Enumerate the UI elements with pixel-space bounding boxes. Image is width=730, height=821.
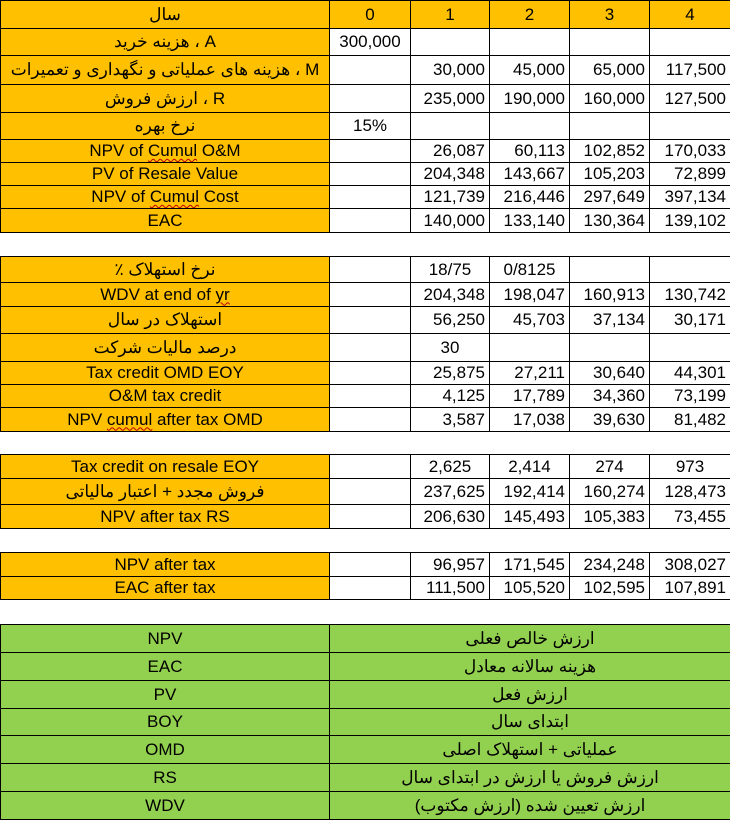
cell-value: 107,891: [650, 577, 730, 600]
table-row: [1, 479, 730, 505]
cell-value: 30,640: [570, 362, 650, 385]
cell-value: 235,000: [411, 85, 490, 113]
row-label-word: Cumul: [148, 141, 198, 160]
cell-value: [330, 283, 411, 307]
table-row: [1, 257, 730, 283]
glossary-abbr: OMD: [1, 736, 330, 764]
cell-value: 297,649: [570, 186, 650, 209]
table-row: [1, 209, 730, 233]
table-row: [1, 505, 730, 529]
cell-value: [330, 334, 411, 362]
cell-value: [330, 85, 411, 113]
cell-value: [650, 334, 730, 362]
cell-value: 2,625: [411, 455, 490, 479]
table-row: [1, 113, 730, 140]
glossary-abbr: EAC: [1, 653, 330, 681]
cell-value: [650, 29, 730, 56]
cell-value: [330, 209, 411, 233]
cell-value: [330, 56, 411, 85]
cell-value: 234,248: [570, 553, 650, 577]
cell-value: 117,500: [650, 56, 730, 85]
cell-value: 0/8125: [490, 257, 570, 283]
cell-value: 2,414: [490, 455, 570, 479]
cell-value: 140,000: [411, 209, 490, 233]
blank-row: [1, 529, 730, 553]
cell-value: 204,348: [411, 163, 490, 186]
glossary-meaning: ارزش تعیین شده (ارزش مکتوب): [330, 792, 730, 820]
cell-value: 45,703: [490, 307, 570, 334]
table-row: [1, 163, 730, 186]
glossary-row: [1, 792, 730, 820]
glossary-meaning: عملیاتی + استهلاک اصلی: [330, 736, 730, 764]
row-label-word: yr: [215, 284, 230, 304]
cell-value: 39,630: [570, 408, 650, 432]
cell-value: 102,595: [570, 577, 650, 600]
cell-value: 397,134: [650, 186, 730, 209]
cell-value: [570, 334, 650, 362]
table-row: [1, 385, 730, 408]
header-year-3: 3: [570, 1, 650, 29]
cell-value: 26,087: [411, 140, 490, 163]
cell-value: 111,500: [411, 577, 490, 600]
cell-value: 73,455: [650, 505, 730, 529]
row-label: NPV of Cumul Cost: [1, 186, 330, 209]
cell-value: 30,000: [411, 56, 490, 85]
glossary-abbr: BOY: [1, 709, 330, 736]
cell-value: 300,000: [330, 29, 411, 56]
cell-value: 170,033: [650, 140, 730, 163]
cell-value: 30,171: [650, 307, 730, 334]
table-row: [1, 362, 730, 385]
cell-value: [490, 29, 570, 56]
row-label: NPV of Cumul O&M: [1, 140, 330, 163]
table-row: [1, 334, 730, 362]
cell-value: [570, 113, 650, 140]
header-year-4: 4: [650, 1, 730, 29]
glossary-meaning: هزینه سالانه معادل: [330, 653, 730, 681]
glossary-abbr: NPV: [1, 625, 330, 653]
cell-value: 973: [650, 455, 730, 479]
glossary-abbr: WDV: [1, 792, 330, 820]
cell-value: 45,000: [490, 56, 570, 85]
cell-value: [411, 29, 490, 56]
table-row: [1, 283, 730, 307]
row-label: فروش مجدد + اعتبار مالیاتی: [1, 479, 330, 505]
cell-value: [330, 257, 411, 283]
cell-value: 4,125: [411, 385, 490, 408]
cell-value: [330, 479, 411, 505]
cell-value: 105,203: [570, 163, 650, 186]
glossary-meaning: ارزش خالص فعلی: [330, 625, 730, 653]
cell-value: 160,913: [570, 283, 650, 307]
row-label: هزینه خرید ، A: [1, 29, 330, 56]
cell-value: 308,027: [650, 553, 730, 577]
cell-value: 127,500: [650, 85, 730, 113]
cell-value: [650, 257, 730, 283]
cell-value: 34,360: [570, 385, 650, 408]
cell-value: 121,739: [411, 186, 490, 209]
cell-value: 192,414: [490, 479, 570, 505]
glossary-abbr: PV: [1, 681, 330, 709]
cell-value: [490, 113, 570, 140]
row-label: EAC after tax: [1, 577, 330, 600]
cell-value: 128,473: [650, 479, 730, 505]
cell-value: 160,000: [570, 85, 650, 113]
cell-value: 160,274: [570, 479, 650, 505]
cell-value: [411, 113, 490, 140]
cell-value: 198,047: [490, 283, 570, 307]
cell-value: [570, 29, 650, 56]
glossary-row: [1, 736, 730, 764]
cell-value: [330, 553, 411, 577]
row-label: EAC: [1, 209, 330, 233]
cell-value: 37,134: [570, 307, 650, 334]
row-label: ارزش فروش ، R: [1, 85, 330, 113]
cell-value: [570, 257, 650, 283]
row-label: Tax credit on resale EOY: [1, 455, 330, 479]
cell-value: 274: [570, 455, 650, 479]
cell-value: 18/75: [411, 257, 490, 283]
table-row: [1, 553, 730, 577]
glossary-meaning: ابتدای سال: [330, 709, 730, 736]
table-row: [1, 85, 730, 113]
cell-value: 206,630: [411, 505, 490, 529]
glossary-meaning: ارزش فروش یا ارزش در ابتدای سال: [330, 764, 730, 792]
cell-value: 17,789: [490, 385, 570, 408]
cell-value: [330, 362, 411, 385]
header-year-2: 2: [490, 1, 570, 29]
row-label-word: cumul: [106, 409, 153, 429]
table-row: [1, 577, 730, 600]
cell-value: 190,000: [490, 85, 570, 113]
cell-value: [330, 307, 411, 334]
blank-row: [1, 432, 730, 455]
cell-value: 130,364: [570, 209, 650, 233]
blank-row: [1, 600, 730, 625]
cell-value: [490, 334, 570, 362]
cell-value: [330, 163, 411, 186]
cell-value: 130,742: [650, 283, 730, 307]
cell-value: 60,113: [490, 140, 570, 163]
glossary-row: [1, 653, 730, 681]
cell-value: 139,102: [650, 209, 730, 233]
cell-value: 73,199: [650, 385, 730, 408]
glossary-row: [1, 625, 730, 653]
cell-value: 44,301: [650, 362, 730, 385]
row-label: هزینه های عملیاتی و نگهداری و تعمیرات ، M: [1, 56, 330, 85]
row-label: Tax credit OMD EOY: [1, 362, 330, 385]
cell-value: 204,348: [411, 283, 490, 307]
cell-value: 133,140: [490, 209, 570, 233]
row-label: NPV after tax: [1, 553, 330, 577]
table-row: [1, 56, 730, 85]
glossary-meaning: ارزش فعل: [330, 681, 730, 709]
cell-value: [330, 186, 411, 209]
glossary-row: [1, 681, 730, 709]
cell-value: 3,587: [411, 408, 490, 432]
row-label: NPV after tax RS: [1, 505, 330, 529]
cell-value: 72,899: [650, 163, 730, 186]
blank-row: [1, 233, 730, 257]
cell-value: 25,875: [411, 362, 490, 385]
header-year-0: 0: [330, 1, 411, 29]
glossary-row: [1, 709, 730, 736]
row-label: نرخ بهره: [1, 113, 330, 140]
table-row: [1, 455, 730, 479]
cell-value: 17,038: [490, 408, 570, 432]
cell-value: 105,520: [490, 577, 570, 600]
row-label: O&M tax credit: [1, 385, 330, 408]
cell-value: 81,482: [650, 408, 730, 432]
table-row: [1, 307, 730, 334]
row-label: WDV at end of yr: [1, 283, 330, 307]
row-label: استهلاک در سال: [1, 307, 330, 334]
table-row: [1, 408, 730, 432]
row-label: NPV cumul after tax OMD: [1, 408, 330, 432]
cell-value: 171,545: [490, 553, 570, 577]
cell-value: 56,250: [411, 307, 490, 334]
header-year-1: 1: [411, 1, 490, 29]
table-row: [1, 186, 730, 209]
cell-value: [330, 140, 411, 163]
cell-value: 237,625: [411, 479, 490, 505]
cell-value: [650, 113, 730, 140]
cell-value: [330, 577, 411, 600]
row-label-word: Cumul: [149, 187, 200, 206]
cell-value: 96,957: [411, 553, 490, 577]
row-label: درصد مالیات شرکت: [1, 334, 330, 362]
cell-value: [330, 385, 411, 408]
cell-value: 216,446: [490, 186, 570, 209]
cell-value: 143,667: [490, 163, 570, 186]
cell-value: 65,000: [570, 56, 650, 85]
cell-value: 15%: [330, 113, 411, 140]
row-label: PV of Resale Value: [1, 163, 330, 186]
table-row: [1, 29, 730, 56]
cell-value: [330, 505, 411, 529]
cell-value: 105,383: [570, 505, 650, 529]
glossary-abbr: RS: [1, 764, 330, 792]
cell-value: 30: [411, 334, 490, 362]
cell-value: [330, 455, 411, 479]
row-label: ٪ نرخ استهلاک: [1, 257, 330, 283]
glossary-row: [1, 764, 730, 792]
cell-value: [330, 408, 411, 432]
cell-value: 27,211: [490, 362, 570, 385]
cell-value: 102,852: [570, 140, 650, 163]
header-year-label: سال: [1, 1, 330, 29]
table-row: [1, 140, 730, 163]
cell-value: 145,493: [490, 505, 570, 529]
